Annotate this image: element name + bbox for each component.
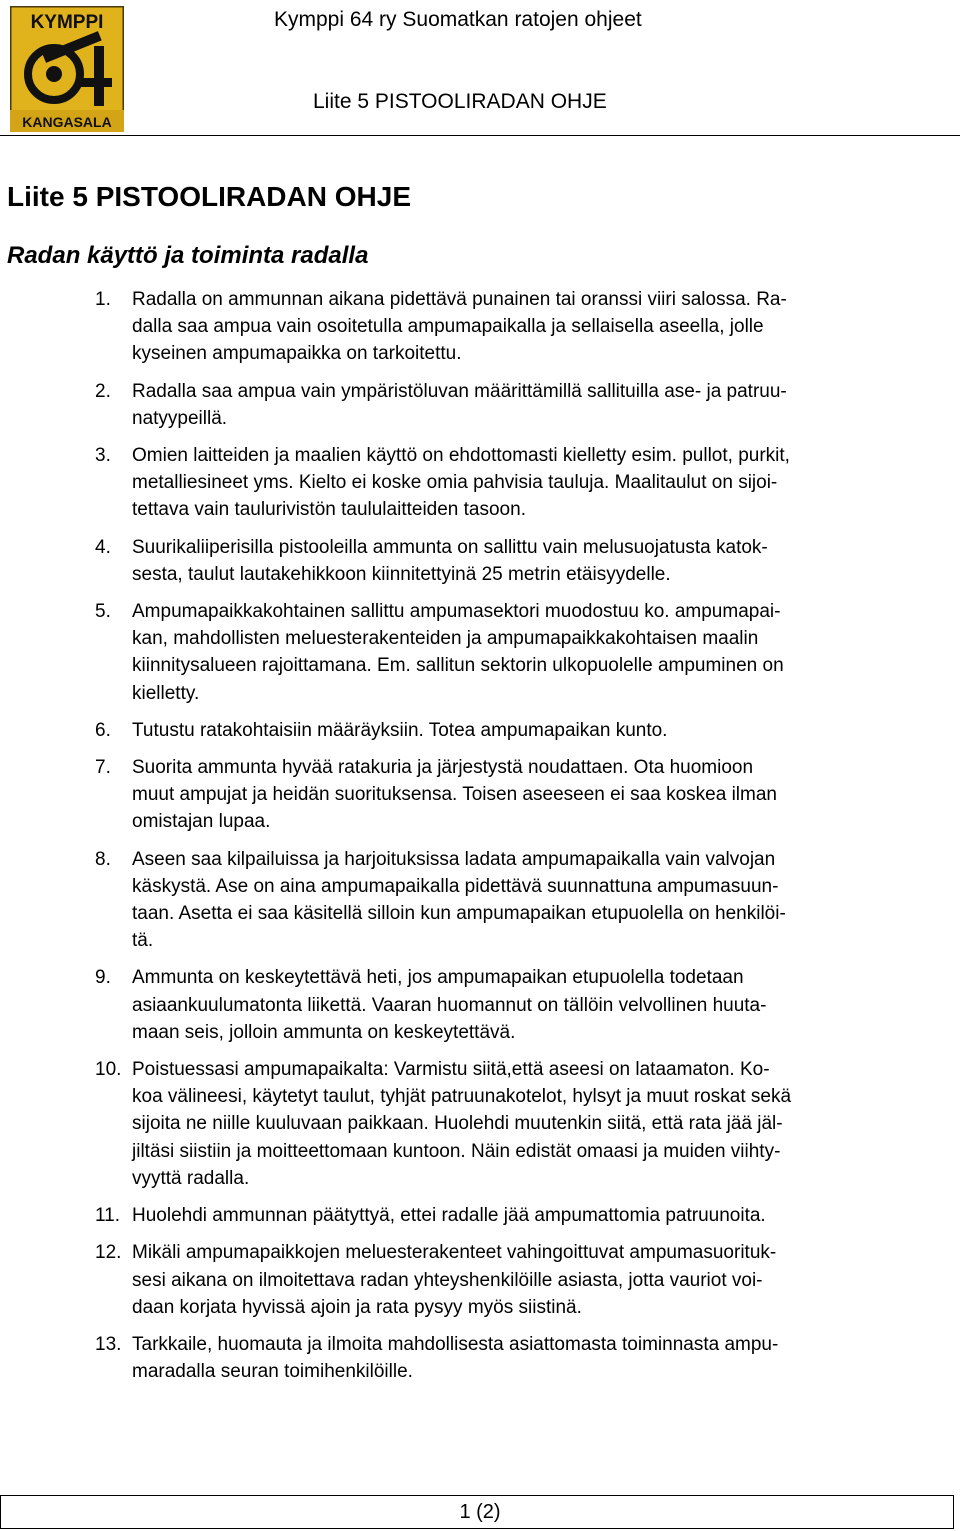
list-item: [0, 534, 960, 588]
list-item-number: 1.: [95, 289, 111, 310]
list-item: [0, 1239, 960, 1321]
list-item-line: Radalla saa ampua vain ympäristöluvan määrittämillä sallituilla ase- ja patruu-: [132, 380, 787, 402]
list-item-line: Poistuessasi ampumapaikalta: Varmistu siitä,että aseesi on lataamaton. Ko-: [132, 1059, 770, 1081]
list-item-line: omistajan lupaa.: [132, 811, 271, 833]
list-item-number: 2.: [95, 380, 111, 402]
header-title: Kymppi 64 ry Suomatkan ratojen ohjeet: [274, 8, 642, 31]
list-item-line: koa välineesi, käytetyt taulut, tyhjät patruunakotelot, hylsyt ja muut roskat sekä: [132, 1086, 792, 1108]
list-item-line: sijoita ne niille kuuluvaan paikkaan. Huolehdi muutenkin siitä, että rata jää jäl-: [132, 1113, 783, 1135]
header-divider: [0, 135, 960, 136]
document-title: Liite 5 PISTOOLIRADAN OHJE: [7, 181, 411, 212]
list-item-line: daan korjata hyvissä ajoin ja rata pysyy myös siistinä.: [132, 1296, 582, 1318]
list-item-line: maan seis, jolloin ammunta on keskeytettävä.: [132, 1021, 516, 1043]
list-item-line: Aseen saa kilpailuissa ja harjoituksissa ladata ampumapaikalla vain valvojan: [132, 848, 776, 870]
list-item-line: Ammunta on keskeytettävä heti, jos ampumapaikan etupuolella todetaan: [132, 967, 744, 989]
list-item-line: asiaankuulumatonta liikettä. Vaaran huomannut on tällöin velvollinen huuta-: [132, 994, 767, 1016]
list-item: [0, 754, 960, 836]
list-item-number: 10.: [95, 1059, 122, 1081]
list-item-number: 8.: [95, 848, 111, 870]
section-title: Radan käyttö ja toiminta radalla: [7, 242, 369, 269]
list-item-line: Omien laitteiden ja maalien käyttö on ehdottomasti kielletty esim. pullot, purkit,: [132, 445, 790, 467]
list-item-line: Radalla on ammunnan aikana pidettävä punainen tai oranssi viiri salossa. Ra-: [132, 289, 787, 310]
club-logo: [10, 6, 124, 132]
logo-bottom-text: KANGASALA: [22, 114, 112, 130]
list-item: [0, 964, 960, 1046]
list-item: [0, 1056, 960, 1192]
list-item-number: 6.: [95, 719, 111, 741]
page-number: 1 (2): [459, 1501, 501, 1523]
list-item-number: 13.: [95, 1333, 122, 1355]
list-item-line: kielletty.: [132, 682, 200, 704]
list-item-line: sesi aikana on ilmoitettava radan yhteyshenkilöille asiasta, jotta vauriot voi-: [132, 1269, 763, 1291]
list-item-line: maradalla seuran toimihenkilöille.: [132, 1361, 413, 1383]
list-item: [0, 598, 960, 707]
rules-list: [0, 286, 960, 1395]
list-item-line: Suorita ammunta hyvää ratakuria ja järjestystä noudattaen. Ota huomioon: [132, 757, 754, 779]
list-item: [0, 846, 960, 955]
list-item-line: metalliesineet yms. Kielto ei koske omia pahvisia tauluja. Maalitaulut on sijoi-: [132, 472, 778, 494]
list-item-line: Tutustu ratakohtaisiin määräyksiin. Totea ampumapaikan kunto.: [132, 719, 668, 741]
list-item-line: Huolehdi ammunnan päätyttyä, ettei radalle jää ampumattomia patruunoita.: [132, 1205, 766, 1227]
list-item-line: dalla saa ampua vain osoitetulla ampumapaikalla ja sellaisella aseella, jolle: [132, 316, 764, 338]
list-item-line: Tarkkaile, huomauta ja ilmoita mahdollisesta asiattomasta toiminnasta ampu-: [132, 1333, 779, 1355]
list-item: [0, 717, 960, 744]
list-item-line: tettava vain taulurivistön taululaitteiden tasoon.: [132, 499, 526, 521]
header-subtitle: Liite 5 PISTOOLIRADAN OHJE: [313, 90, 607, 113]
list-item-line: Mikäli ampumapaikkojen meluesterakenteet vahingoittuvat ampumasuorituk-: [132, 1242, 777, 1264]
list-item: [0, 378, 960, 432]
logo-top-text: KYMPPI: [30, 12, 104, 33]
list-item-number: 7.: [95, 757, 111, 779]
list-item-line: natyypeillä.: [132, 407, 228, 429]
list-item-line: Suurikaliiperisilla pistooleilla ammunta on sallittu vain melusuojatusta katok-: [132, 536, 768, 558]
club-logo-graphic: [10, 6, 124, 132]
list-item-number: 4.: [95, 536, 111, 558]
list-item-line: kyseinen ampumapaikka on tarkoitettu.: [132, 343, 462, 365]
list-item-number: 5.: [95, 601, 111, 623]
list-item-line: tä.: [132, 930, 154, 952]
list-item: [0, 286, 960, 368]
list-item-line: muut ampujat ja heidän suorituksensa. Toisen aseeseen ei saa koskea ilman: [132, 784, 777, 806]
list-item-number: 3.: [95, 445, 111, 467]
list-item: [0, 442, 960, 524]
list-item: [0, 1202, 960, 1229]
list-item-line: jiltäsi siistiin ja moitteettomaan kuntoon. Näin edistät omaasi ja muiden viihty-: [132, 1140, 781, 1162]
list-item-number: 12.: [95, 1242, 122, 1264]
list-item-line: kan, mahdollisten meluesterakenteiden ja ampumapaikkakohtaisen maalin: [132, 628, 759, 650]
list-item-line: käskystä. Ase on aina ampumapaikalla pidettävä suunnattuna ampumasuun-: [132, 875, 779, 897]
list-item-line: vyyttä radalla.: [132, 1167, 250, 1189]
list-item-line: taan. Asetta ei saa käsitellä silloin kun ampumapaikan etupuolella on henkilöi-: [132, 903, 786, 925]
list-item-line: Ampumapaikkakohtainen sallittu ampumasektori muodostuu ko. ampumapai-: [132, 601, 781, 623]
list-item-number: 9.: [95, 967, 111, 989]
list-item-line: kiinnitysalueen rajoittamana. Em. sallitun sektorin ulkopuolelle ampuminen on: [132, 655, 784, 677]
list-item-line: sesta, taulut lautakehikkoon kiinnitettyinä 25 metrin etäisyydelle.: [132, 563, 671, 585]
list-item-number: 11.: [95, 1205, 121, 1227]
list-item: [0, 1331, 960, 1385]
